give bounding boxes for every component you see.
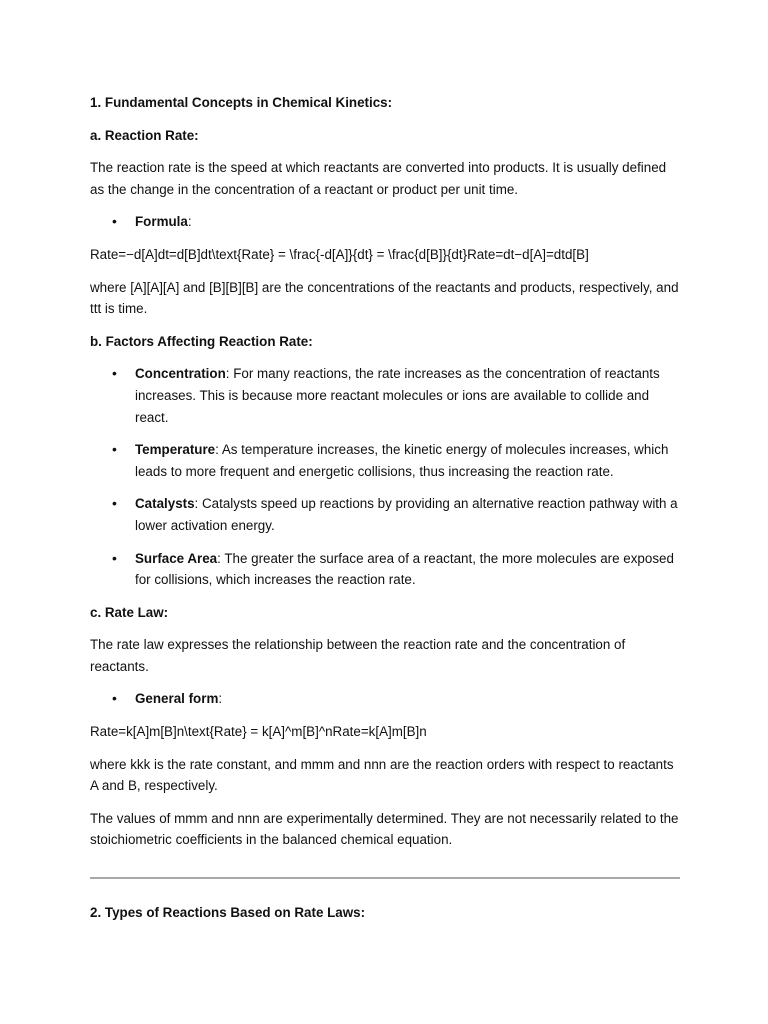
formula-bullet-list: [90, 211, 680, 233]
bullet-icon: •: [112, 690, 117, 707]
rate-law-note: The values of mmm and nnn are experimentally determined. They are not necessarily related to the stoichiometric coefficients in the balanced chemical equation.: [90, 810, 679, 848]
list-item: [90, 439, 680, 482]
factor-text: : The greater the surface area of a reactant, the more molecules are exposed for collisions, which increases the reaction rate.: [135, 550, 674, 588]
bullet-icon: •: [112, 495, 117, 512]
factor-term: Surface Area: [135, 550, 218, 566]
section-divider: [90, 877, 680, 879]
list-item: [90, 493, 680, 536]
document-body: [90, 92, 680, 935]
list-item: [90, 363, 680, 428]
formula-label: Formula: [135, 214, 188, 230]
rate-law-formula: Rate=k[A]m[B]n\text{Rate} = k[A]^m[B]^nRate=k[A]m[B]n: [90, 724, 427, 740]
subsection-a-heading: a. Reaction Rate:: [90, 127, 199, 143]
list-item: [90, 548, 680, 591]
subsection-b-heading: b. Factors Affecting Reaction Rate:: [90, 333, 313, 349]
section-1-title: 1. Fundamental Concepts in Chemical Kinetics:: [90, 95, 393, 110]
reaction-rate-intro: The reaction rate is the speed at which reactants are converted into products. It is usually defined as the change in the concentration of a reactant or product per unit time.: [90, 160, 667, 197]
factor-text: : As temperature increases, the kinetic energy of molecules increases, which leads to more frequent and energetic collisions, thus increasing the reaction rate.: [135, 442, 669, 479]
list-item: [90, 688, 680, 710]
bullet-icon: •: [112, 549, 117, 566]
rate-law-intro: The rate law expresses the relationship between the reaction rate and the concentration of reactants.: [90, 637, 626, 674]
bullet-icon: •: [112, 213, 117, 230]
list-item: [90, 211, 680, 233]
factor-term: Concentration: [135, 366, 226, 382]
reaction-rate-where: where [A][A][A] and [B][B][B] are the concentrations of the reactants and products, respectively, and ttt is time.: [90, 279, 679, 317]
factor-term: Temperature: [135, 442, 216, 458]
bullet-icon: •: [112, 365, 117, 382]
general-form-label: General form: [135, 691, 219, 707]
rate-law-where: where kkk is the rate constant, and mmm and nnn are the reaction orders with respect to reactants A and B, respectively.: [90, 756, 674, 794]
subsection-c-heading: c. Rate Law:: [90, 604, 169, 620]
factor-term: Catalysts: [135, 496, 195, 512]
factors-list: [90, 363, 680, 590]
section-2-title: 2. Types of Reactions Based on Rate Laws:: [90, 905, 366, 921]
bullet-icon: •: [112, 441, 117, 458]
factor-text: : For many reactions, the rate increases as the concentration of reactants increases. This is because more reactant molecules or ions are available to collide and react.: [135, 366, 660, 425]
reaction-rate-formula: Rate=−d[A]dt=d[B]dt\text{Rate} = \frac{-d[A]}{dt} = \frac{d[B]}{dt}Rate=dt−d[A]=dtd[B]: [90, 246, 589, 262]
general-form-suffix: :: [218, 691, 223, 707]
general-form-bullet-list: [90, 688, 680, 710]
formula-label-suffix: :: [187, 214, 192, 230]
factor-text: : Catalysts speed up reactions by providing an alternative reaction pathway with a lower activation energy.: [135, 496, 678, 533]
